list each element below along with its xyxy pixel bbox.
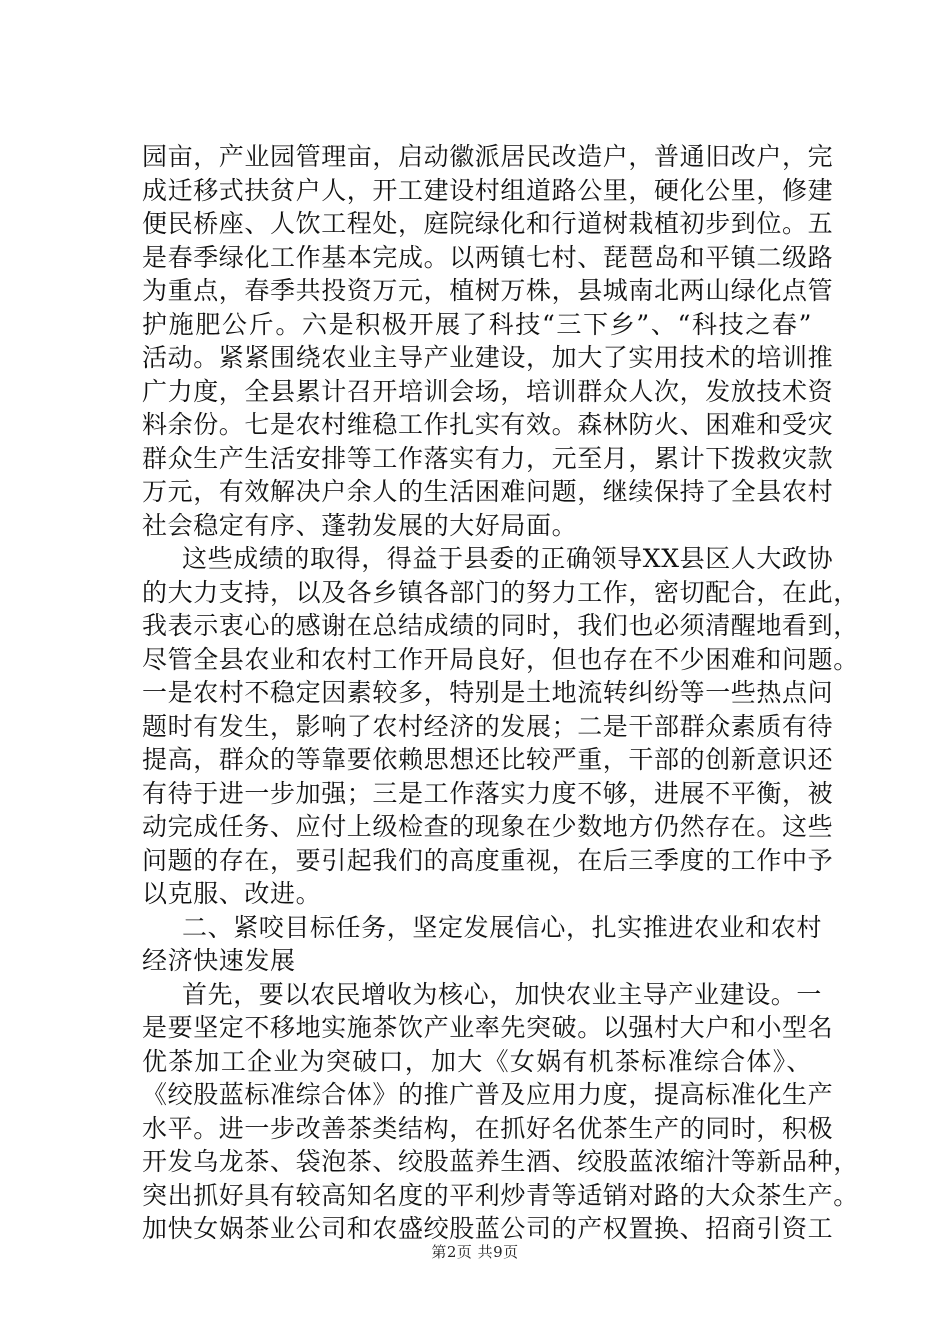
text-line: 《绞股蓝标准综合体》的推广普及应用力度，提高标准化生产 xyxy=(142,1080,834,1109)
text-line: 园亩，产业园管理亩，启动徽派居民改造户，普通旧改户，完 xyxy=(142,142,834,171)
text-line: 问题的存在，要引起我们的高度重视，在后三季度的工作中予 xyxy=(142,845,834,875)
text-line: 社会稳定有序、蓬勃发展的大好局面。 xyxy=(142,510,578,540)
text-line: 有待于进一步加强；三是工作落实力度不够，进展不平衡，被 xyxy=(142,778,834,808)
text-line: 群众生产生活安排等工作落实有力，元至月，累计下拨救灾款 xyxy=(142,443,834,473)
text-line: 为重点，春季共投资万元，植树万株，县城南北两山绿化点管 xyxy=(142,276,834,305)
text-line: 水平。进一步改善茶类结构，在抓好名优茶生产的同时，积极 xyxy=(142,1113,834,1143)
text-line: 尽管全县农业和农村工作开局良好，但也存在不少困难和问题。 xyxy=(142,644,859,674)
paragraph-first-line: 这些成绩的取得，得益于县委的正确领导XX县区人大政协 xyxy=(182,544,834,573)
text-line: 是春季绿化工作基本完成。以两镇七村、琵琶岛和平镇二级路 xyxy=(142,242,834,272)
text-line: 活动。紧紧围绕农业主导产业建设，加大了实用技术的培训推 xyxy=(142,343,834,372)
text-line: 一是农村不稳定因素较多，特别是土地流转纠纷等一些热点问 xyxy=(142,678,834,707)
page-number-footer: 第2页 共9页 xyxy=(431,1243,519,1261)
text-line: 广力度，全县累计召开培训会场，培训群众人次，发放技术资 xyxy=(142,376,834,406)
text-line: 突出抓好具有较高知名度的平利炒青等适销对路的大众茶生产。 xyxy=(142,1180,859,1210)
text-line: 成迁移式扶贫户人，开工建设村组道路公里，硬化公里，修建 xyxy=(142,175,834,205)
text-line: 护施肥公斤。六是积极开展了科技“三下乡”、“科技之春” xyxy=(142,309,812,339)
text-line: 以克服、改进。 xyxy=(142,879,322,908)
text-line: 动完成任务、应付上级检查的现象在少数地方仍然存在。这些 xyxy=(142,812,834,841)
text-line: 优茶加工企业为突破口，加大《女娲有机茶标准综合体》、 xyxy=(142,1046,812,1076)
text-line: 加快女娲茶业公司和农盛绞股蓝公司的产权置换、招商引资工 xyxy=(142,1214,834,1243)
section-heading-line: 二、紧咬目标任务，坚定发展信心，扎实推进农业和农村 xyxy=(182,912,823,942)
text-line: 便民桥座、人饮工程处，庭院绿化和行道树栽植初步到位。五 xyxy=(142,209,834,238)
paragraph-first-line: 首先，要以农民增收为核心，加快农业主导产业建设。一 xyxy=(182,979,823,1009)
text-line: 是要坚定不移地实施茶饮产业率先突破。以强村大户和小型名 xyxy=(142,1013,834,1042)
text-line: 开发乌龙茶、袋泡茶、绞股蓝养生酒、绞股蓝浓缩汁等新品种， xyxy=(142,1147,859,1176)
text-line: 题时有发生，影响了农村经济的发展；二是干部群众素质有待 xyxy=(142,711,834,741)
text-line: 我表示衷心的感谢在总结成绩的同时，我们也必须清醒地看到， xyxy=(142,611,859,640)
text-line: 的大力支持，以及各乡镇各部门的努力工作，密切配合，在此， xyxy=(142,577,859,607)
text-line: 料余份。七是农村维稳工作扎实有效。森林防火、困难和受灾 xyxy=(142,410,834,439)
body-text xyxy=(142,140,859,1246)
text-line: 万元，有效解决户余人的生活困难问题，继续保持了全县农村 xyxy=(142,477,834,506)
text-line: 提高，群众的等靠要依赖思想还比较严重，干部的创新意识还 xyxy=(142,745,834,774)
section-heading-line: 经济快速发展 xyxy=(142,946,296,975)
